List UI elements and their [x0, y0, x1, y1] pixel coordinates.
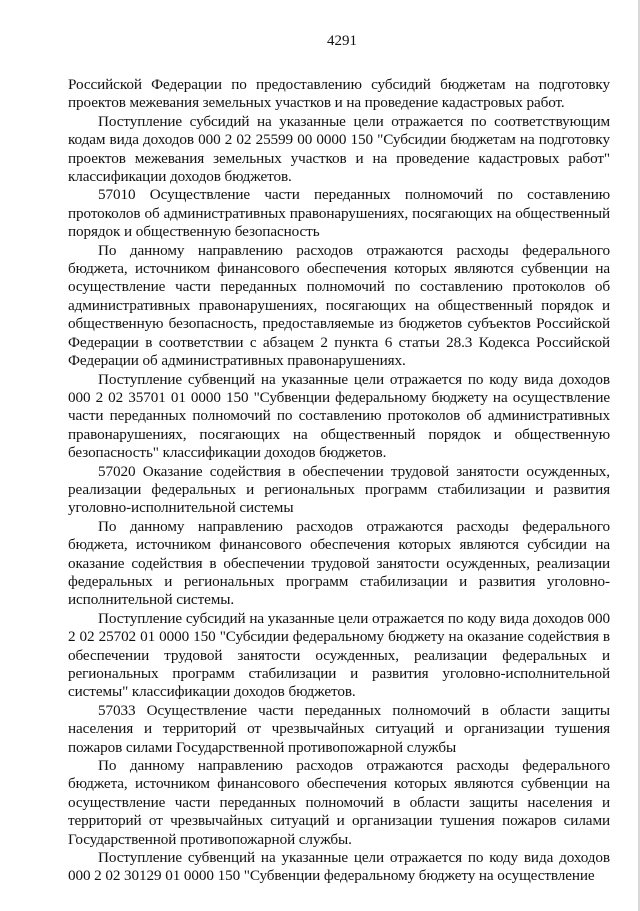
paragraph: По данному направлению расходов отражаются расходы федерального бюджета, источником финансового обеспечения которых являются субвенции на осуществление части переданных полномочий в области защиты населения и территорий от чрезвычайных ситуаций и организации тушения пожаров силами Государственной противопожарной службы. [68, 757, 610, 848]
document-body [68, 76, 610, 886]
section-heading-57033: 57033 Осуществление части переданных полномочий в области защиты населения и территорий от чрезвычайных ситуаций и организации тушения пожаров силами Государственной противопожарной службы [68, 701, 610, 756]
section-heading-57020: 57020 Оказание содействия в обеспечении трудовой занятости осужденных, реализации федеральных и региональных программ стабилизации и развития уголовно-исполнительной системы [68, 462, 610, 517]
paragraph-truncated: Поступление субвенций на указанные цели отражается по коду вида доходов 000 2 02 30129 01 0000 150 "Субвенции федеральному бюджету на осуществление [68, 849, 610, 885]
paragraph: Поступление субсидий на указанные цели отражается по соответствующим кодам вида доходов 000 2 02 25599 00 0000 150 "Субсидии бюджетам на подготовку проектов межевания земельных участков и на проведение кадастровых работ" классификации доходов бюджетов. [68, 112, 610, 186]
section-heading-57010: 57010 Осуществление части переданных полномочий по составлению протоколов об административных правонарушениях, посягающих на общественный порядок и общественную безопасность [68, 186, 610, 241]
paragraph: Поступление субсидий на указанные цели отражается по коду вида доходов 000 2 02 25702 01 0000 150 "Субсидии федеральному бюджету на оказание содействия в обеспечении трудовой занятости осужденных, реализации федеральных и региональных программ стабилизации и развития уголовно-исполнительной системы" классификации доходов бюджетов. [68, 609, 610, 701]
paragraph: По данному направлению расходов отражаются расходы федерального бюджета, источником финансового обеспечения которых являются субсидии на оказание содействия в обеспечении трудовой занятости осужденных, реализации федеральных и региональных программ стабилизации и развития уголовно-исполнительной системы. [68, 517, 610, 609]
paragraph: По данному направлению расходов отражаются расходы федерального бюджета, источником финансового обеспечения которых являются субвенции на осуществление части переданных полномочий по составлению протоколов об административных правонарушениях, посягающих на общественный порядок и общественную безопасность, предоставляемые из бюджетов субъектов Российской Федерации в соответствии с абзацем 2 пункта 6 статьи 28.3 Кодекса Российской Федерации об административных правонарушениях. [68, 241, 610, 370]
paragraph: Поступление субвенций на указанные цели отражается по коду вида доходов 000 2 02 35701 01 0000 150 "Субвенции федеральному бюджету на осуществление части переданных полномочий по составлению протоколов об административных правонарушениях, посягающих на общественный порядок и общественную безопасность" классификации доходов бюджетов. [68, 370, 610, 462]
paragraph-continuation: Российской Федерации по предоставлению субсидий бюджетам на подготовку проектов межевания земельных участков и на проведение кадастровых работ. [68, 76, 610, 112]
page-number: 4291 [327, 33, 357, 49]
